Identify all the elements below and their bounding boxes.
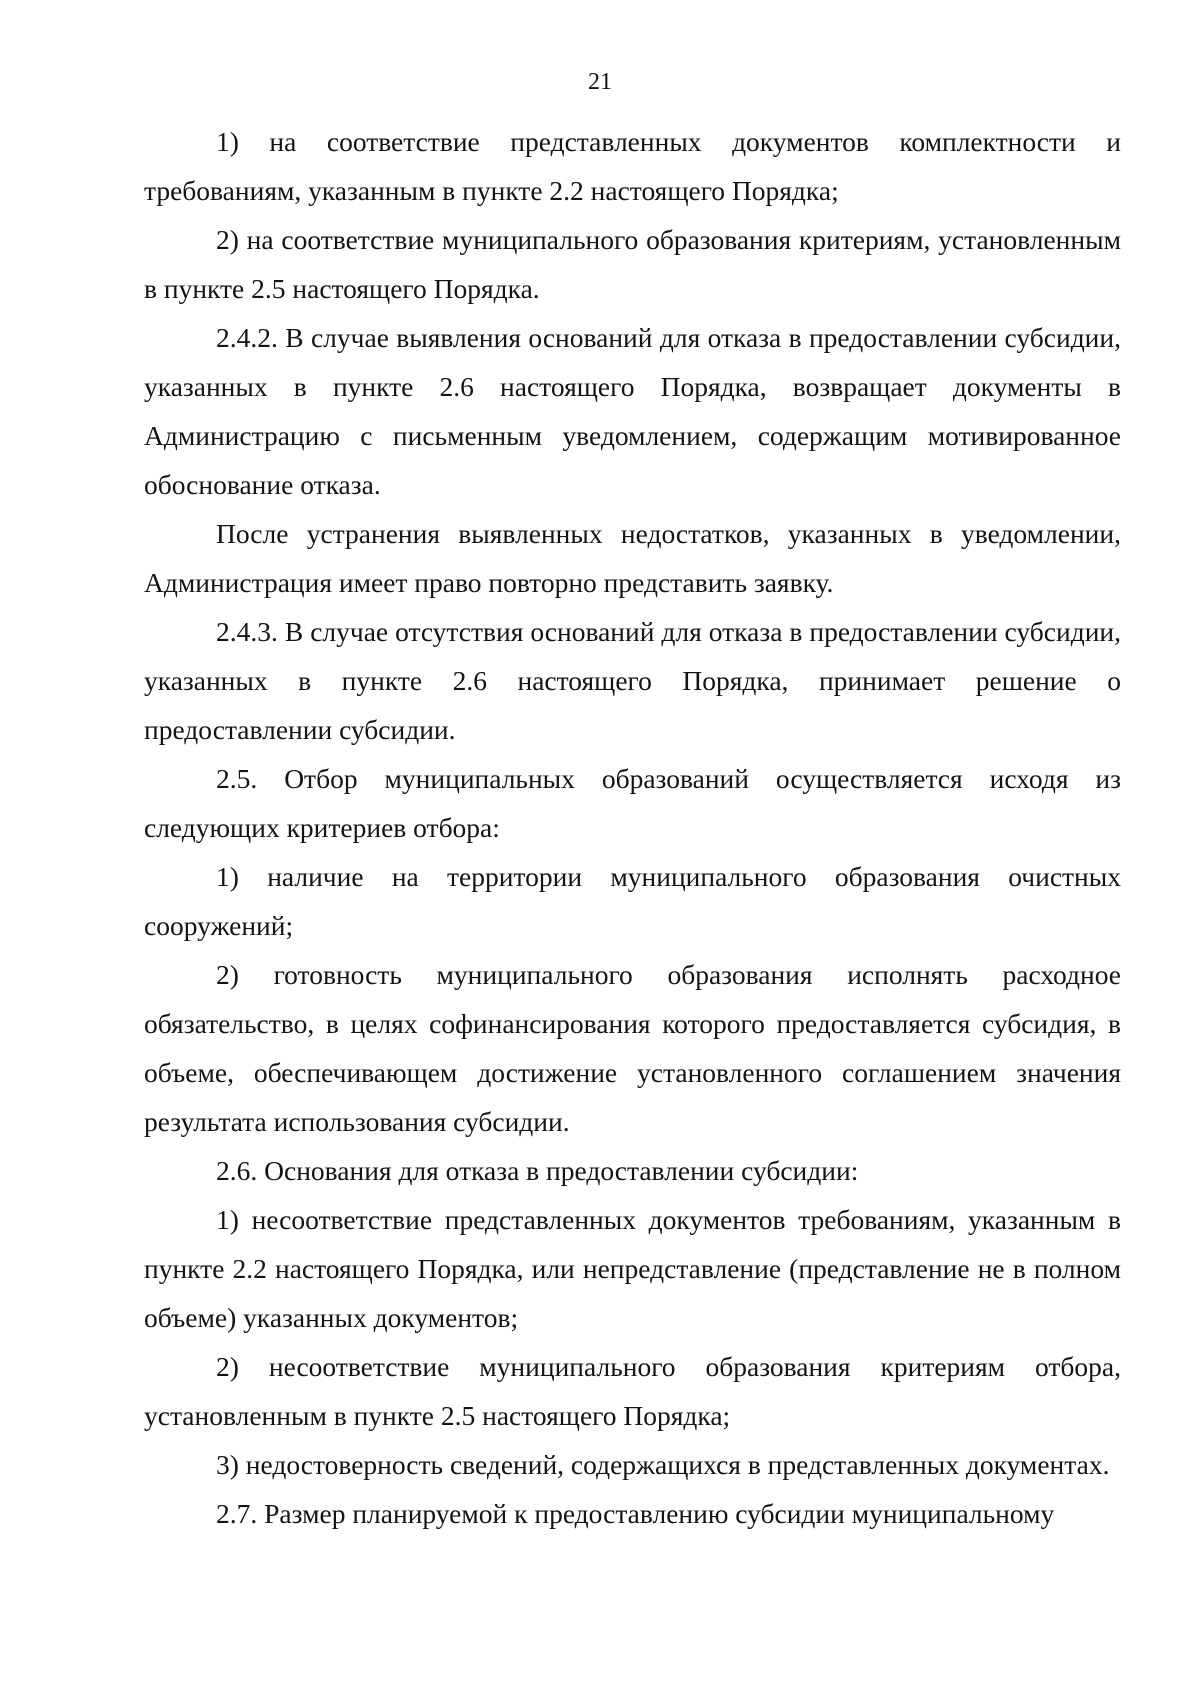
paragraph-2-7: 2.7. Размер планируемой к предоставлению субсидии муниципальному: [216, 1498, 1055, 1529]
paragraph-2-4-3: 2.4.3. В случае отсутствия оснований для отказа в предоставлении субсидии, указанных в пункте 2.6 настоящего Порядка, принимает решение о предоставлении субсидии.: [144, 616, 1121, 745]
paragraph-criterion-municipality: 2) на соответствие муниципального образования критериям, установленным в пункте 2.5 настоящего Порядка.: [144, 224, 1121, 304]
paragraph-2-6: 2.6. Основания для отказа в предоставлении субсидии:: [216, 1155, 859, 1186]
paragraph-2-5: 2.5. Отбор муниципальных образований осуществляется исходя из следующих критериев отбора:: [144, 763, 1121, 843]
paragraph-resubmission: После устранения выявленных недостатков, указанных в уведомлении, Администрация имеет право повторно представить заявку.: [144, 518, 1121, 598]
paragraph-2-5-item-1: 1) наличие на территории муниципального образования очистных сооружений;: [144, 861, 1121, 941]
paragraph-2-6-item-1: 1) несоответствие представленных документов требованиям, указанным в пункте 2.2 настоящего Порядка, или непредставление (представление не в полном объеме) указанных документов;: [144, 1204, 1121, 1333]
paragraph-2-6-item-3: 3) недостоверность сведений, содержащихся в представленных документах.: [216, 1449, 1110, 1480]
paragraph-2-6-item-2: 2) несоответствие муниципального образования критериям отбора, установленным в пункте 2.5 настоящего Порядка;: [144, 1351, 1121, 1431]
paragraph-2-5-item-2: 2) готовность муниципального образования исполнять расходное обязательство, в целях софинансирования которого предоставляется субсидия, в объеме, обеспечивающем достижение установленного соглашением значения результата использования субсидии.: [144, 959, 1121, 1137]
paragraph-2-4-2: 2.4.2. В случае выявления оснований для отказа в предоставлении субсидии, указанных в пункте 2.6 настоящего Порядка, возвращает документы в Администрацию с письменным уведомлением, содержащим мотивированное обоснование отказа.: [144, 322, 1121, 500]
page-number: 21: [588, 69, 612, 95]
paragraph-criterion-completeness: 1) на соответствие представленных документов комплектности и требованиям, указанным в пункте 2.2 настоящего Порядка;: [144, 126, 1121, 206]
document-body: [144, 117, 1121, 1538]
